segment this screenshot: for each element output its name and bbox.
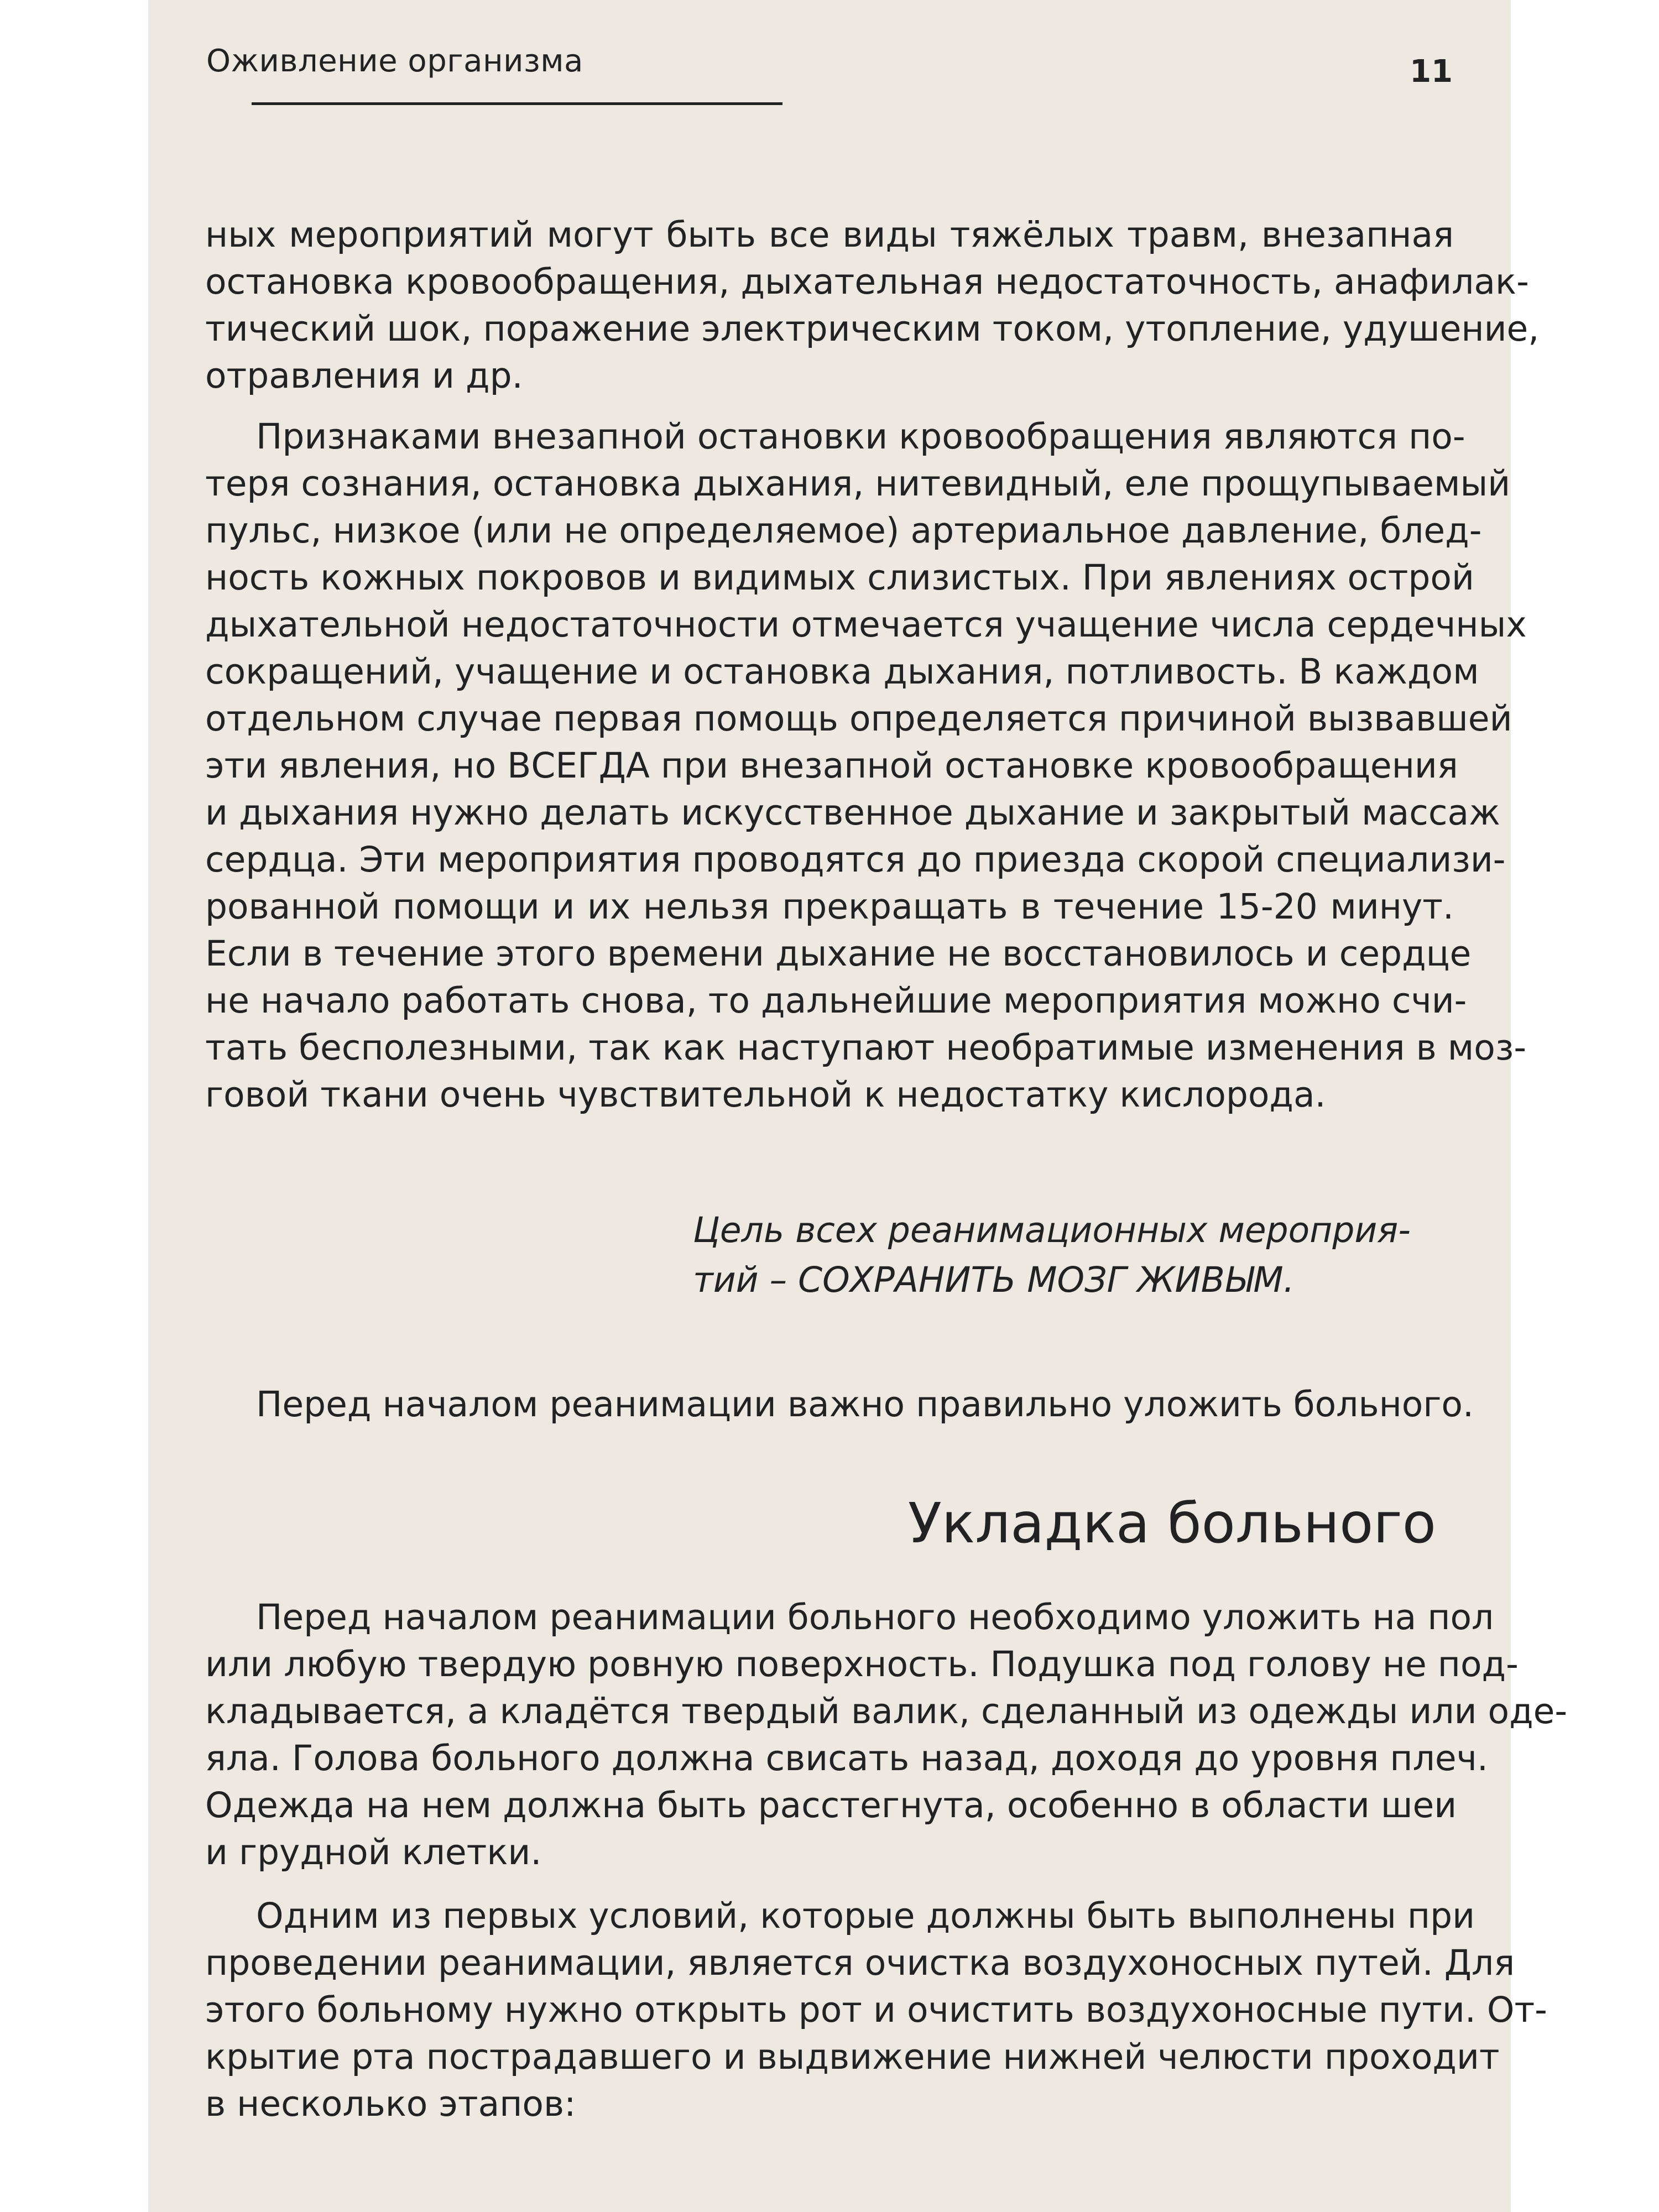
text-line: и грудной клетки.	[205, 1832, 542, 1872]
text-line: Если в течение этого времени дыхание не восстановилось и сердце	[205, 933, 1472, 974]
section-heading: Укладка больного	[907, 1491, 1436, 1556]
text-line: сердца. Эти мероприятия проводятся до приезда скорой специализи-	[205, 839, 1506, 880]
text-line: яла. Голова больного должна свисать назад, доходя до уровня плеч.	[205, 1738, 1488, 1778]
text-line: теря сознания, остановка дыхания, нитевидный, еле прощупываемый	[205, 463, 1511, 504]
text-line: крытие рта пострадавшего и выдвижение нижней челюсти проходит	[205, 2037, 1500, 2077]
text-line: ность кожных покровов и видимых слизистых. При явлениях острой	[205, 557, 1474, 598]
text-line: отравления и др.	[205, 356, 523, 396]
text-line: дыхательной недостаточности отмечается учащение числа сердечных	[205, 604, 1527, 645]
header-rule	[252, 102, 782, 105]
text-line: Признаками внезапной остановки кровообращения являются по-	[256, 416, 1465, 457]
text-line: в несколько этапов:	[205, 2084, 576, 2124]
page-number: 11	[1410, 54, 1453, 90]
text-line: пульс, низкое (или не определяемое) артериальное давление, блед-	[205, 510, 1482, 551]
text-line: не начало работать снова, то дальнейшие мероприятия можно счи-	[205, 980, 1467, 1021]
text-line: Одежда на нем должна быть расстегнута, особенно в области шеи	[205, 1785, 1457, 1825]
quote-line: тий – СОХРАНИТЬ МОЗГ ЖИВЫМ.	[693, 1260, 1295, 1300]
quote-line: Цель всех реанимационных мероприя-	[693, 1210, 1411, 1250]
text-line: этого больному нужно открыть рот и очистить воздухоносные пути. От-	[205, 1990, 1547, 2030]
text-line: Перед началом реанимации важно правильно уложить больного.	[256, 1384, 1474, 1425]
text-line: говой ткани очень чувствительной к недостатку кислорода.	[205, 1074, 1326, 1115]
text-line: или любую твердую ровную поверхность. Подушка под голову не под-	[205, 1644, 1519, 1684]
text-line: кладывается, а кладётся твердый валик, сделанный из одежды или оде-	[205, 1691, 1568, 1731]
text-line: тать бесполезными, так как наступают необратимые изменения в моз-	[205, 1027, 1527, 1068]
text-line: ных мероприятий могут быть все виды тяжёлых травм, внезапная	[205, 215, 1454, 255]
text-line: рованной помощи и их нельзя прекращать в течение 15-20 минут.	[205, 886, 1454, 927]
text-line: эти явления, но ВСЕГДА при внезапной остановке кровообращения	[205, 745, 1458, 786]
text-line: остановка кровообращения, дыхательная недостаточность, анафилак-	[205, 262, 1529, 302]
text-line: проведении реанимации, является очистка воздухоносных путей. Для	[205, 1943, 1515, 1983]
text-line: тический шок, поражение электрическим током, утопление, удушение,	[205, 309, 1540, 349]
running-title: Оживление организма	[206, 43, 583, 79]
book-page	[148, 0, 1568, 2212]
text-line: отдельном случае первая помощь определяется причиной вызвавшей	[205, 698, 1512, 739]
text-line: и дыхания нужно делать искусственное дыхание и закрытый массаж	[205, 792, 1500, 833]
text-line: сокращений, учащение и остановка дыхания, потливость. В каждом	[205, 651, 1479, 692]
text-line: Одним из первых условий, которые должны быть выполнены при	[256, 1896, 1475, 1936]
text-line: Перед началом реанимации больного необходимо уложить на пол	[256, 1597, 1494, 1637]
